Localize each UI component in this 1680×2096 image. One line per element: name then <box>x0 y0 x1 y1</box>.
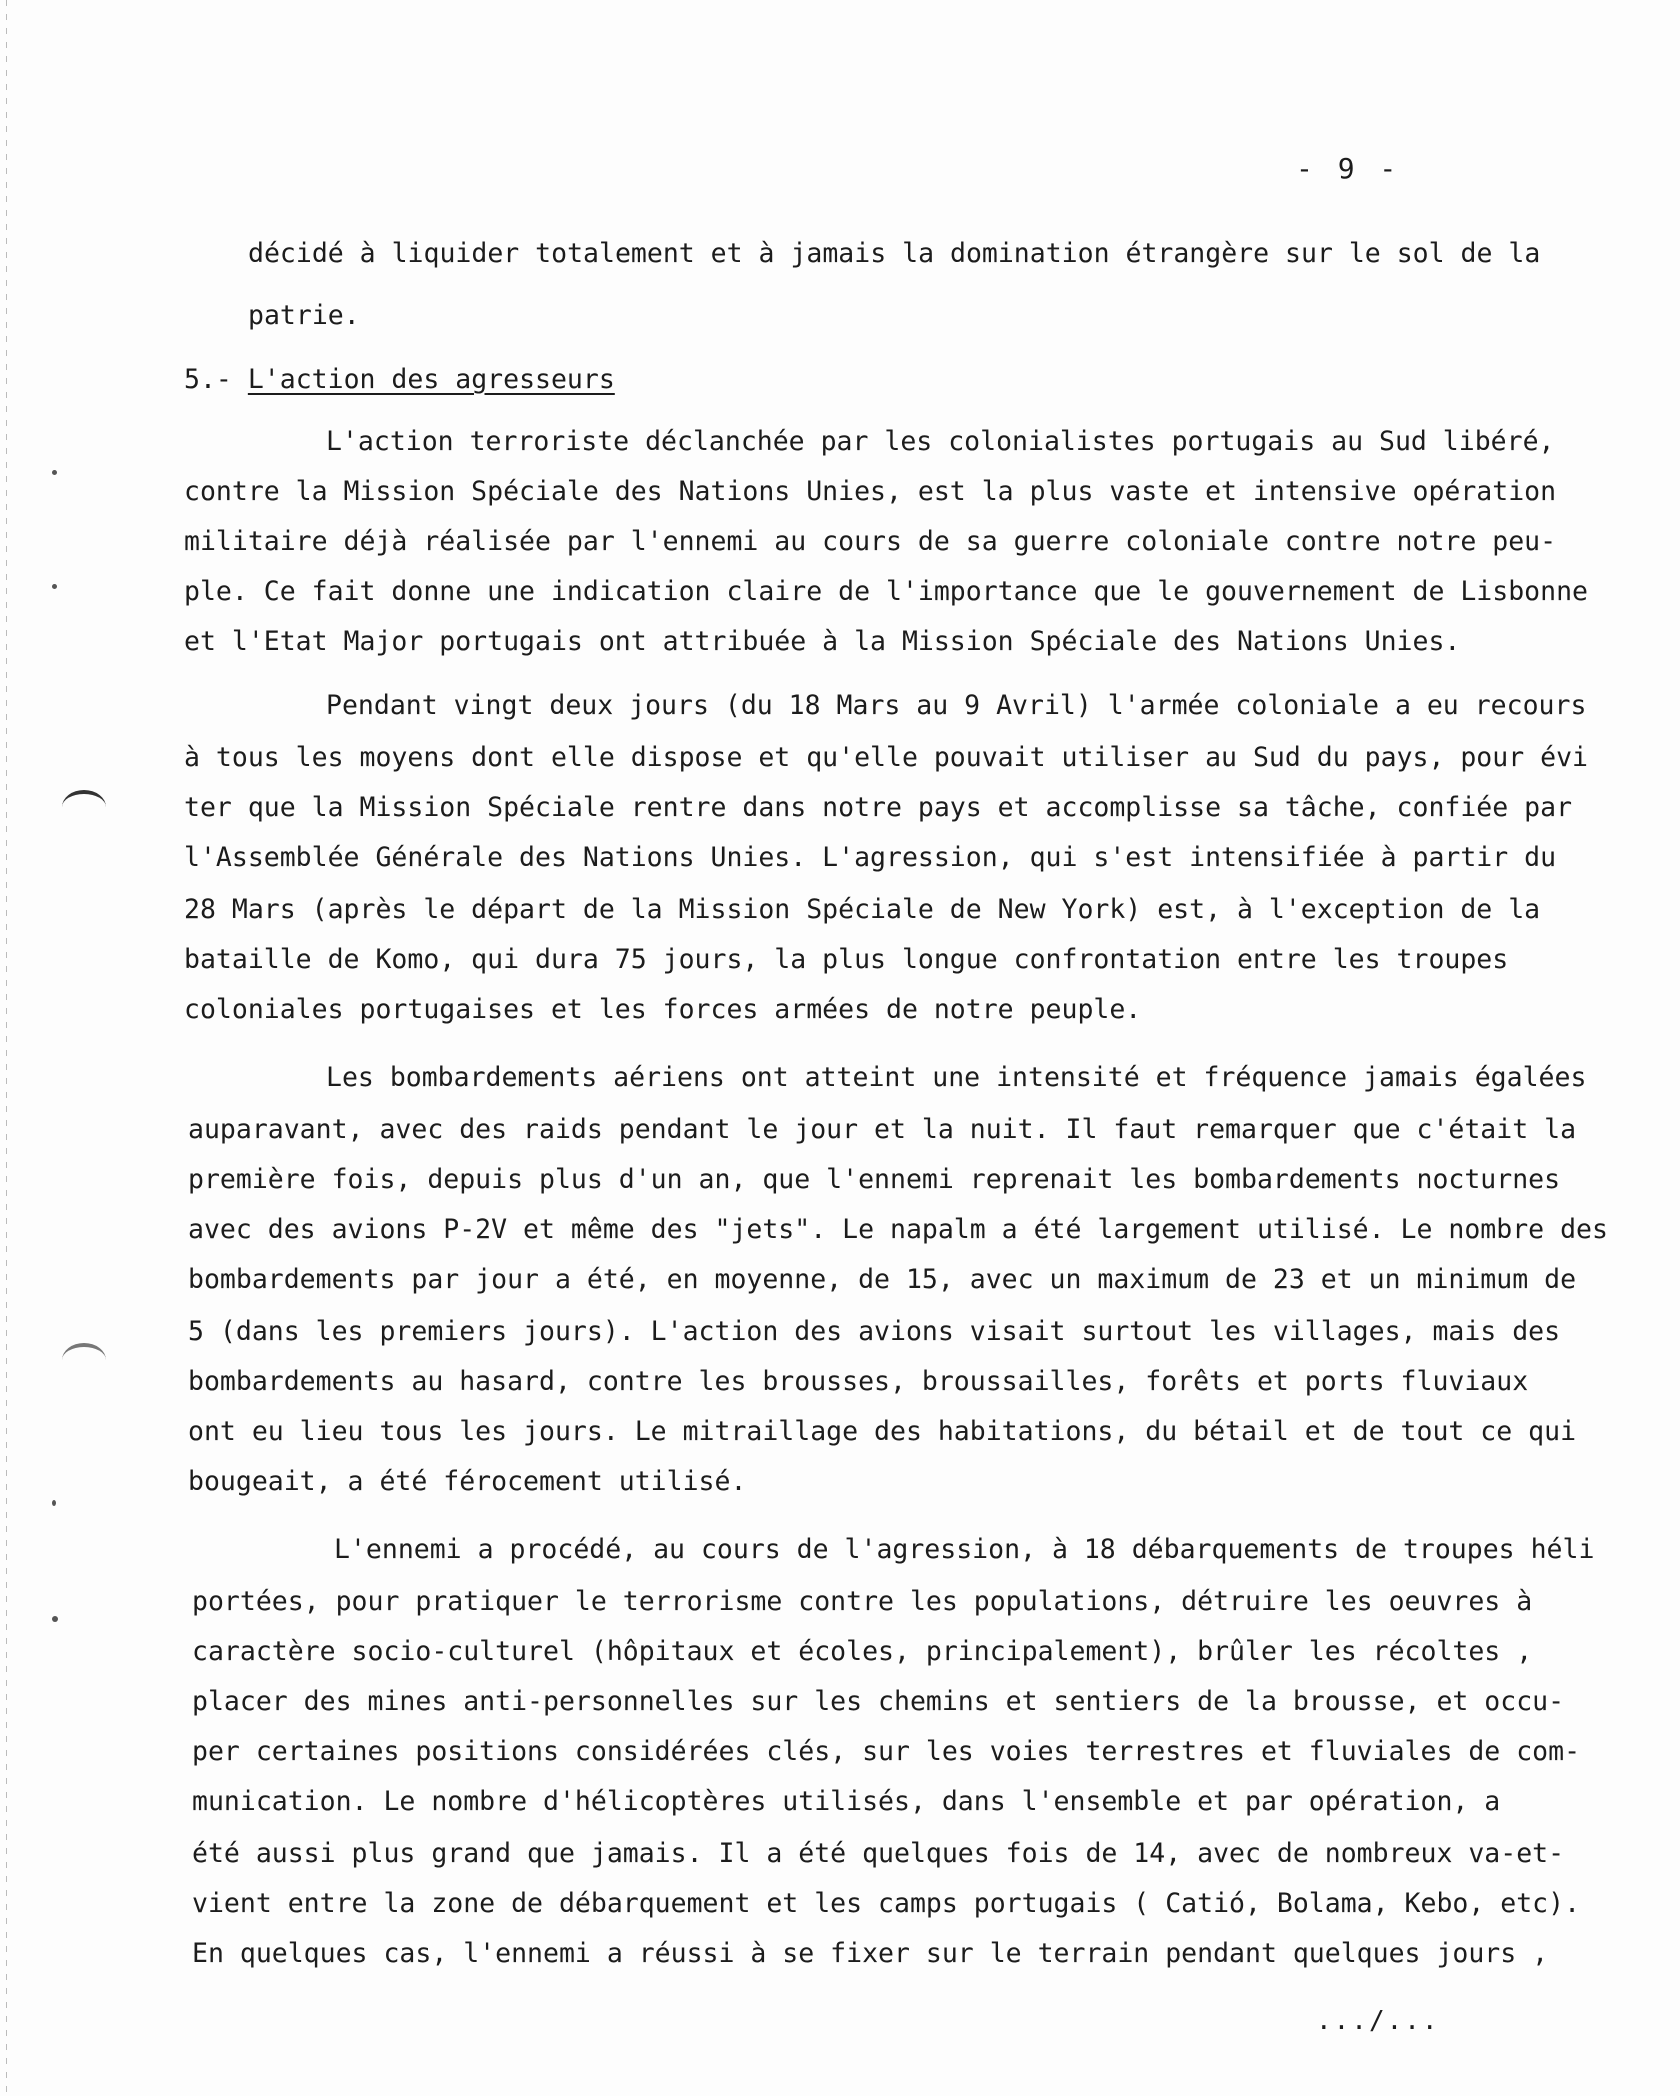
text-line: 28 Mars (après le départ de la Mission Spéciale de New York) est, à l'exception de la <box>184 894 1541 925</box>
text-line: ter que la Mission Spéciale rentre dans notre pays et accomplisse sa tâche, confiée par <box>184 792 1573 823</box>
text-line: placer des mines anti-personnelles sur les chemins et sentiers de la brousse, et occu- <box>192 1686 1565 1717</box>
hole-punch-mark <box>62 790 106 824</box>
text-line: contre la Mission Spéciale des Nations Unies, est la plus vaste et intensive opération <box>184 476 1557 507</box>
text-line: vient entre la zone de débarquement et les camps portugais ( Catió, Bolama, Kebo, etc). <box>192 1888 1581 1919</box>
text-line: à tous les moyens dont elle dispose et qu'elle pouvait utiliser au Sud du pays, pour évi <box>184 742 1588 773</box>
text-line: été aussi plus grand que jamais. Il a été quelques fois de 14, avec de nombreux va-et- <box>192 1838 1565 1869</box>
text-line: et l'Etat Major portugais ont attribuée à la Mission Spéciale des Nations Unies. <box>184 626 1461 657</box>
scan-edge <box>6 0 7 2096</box>
text-line: ont eu lieu tous les jours. Le mitraillage des habitations, du bétail et de tout ce qui <box>188 1416 1577 1447</box>
section-heading <box>184 364 615 396</box>
text-line: bombardements au hasard, contre les brousses, broussailles, forêts et ports fluviaux <box>188 1366 1529 1397</box>
text-line: bougeait, a été férocement utilisé. <box>188 1466 747 1497</box>
text-line: En quelques cas, l'ennemi a réussi à se fixer sur le terrain pendant quelques jours , <box>192 1938 1549 1969</box>
section-number: 5.- <box>184 364 232 395</box>
scan-speck <box>52 1616 58 1622</box>
section-title: L'action des agresseurs <box>247 364 615 395</box>
hole-punch-mark <box>62 1343 106 1377</box>
text-line: bombardements par jour a été, en moyenne, de 15, avec un maximum de 23 et un minimum de <box>188 1264 1577 1295</box>
scan-speck <box>52 584 57 589</box>
text-line: auparavant, avec des raids pendant le jour et la nuit. Il faut remarquer que c'était la <box>188 1114 1577 1145</box>
scan-speck <box>52 1500 56 1506</box>
text-line: militaire déjà réalisée par l'ennemi au cours de sa guerre coloniale contre notre peu- <box>184 526 1557 557</box>
text-line: décidé à liquider totalement et à jamais la domination étrangère sur le sol de la <box>248 238 1541 269</box>
text-line: per certaines positions considérées clés, sur les voies terrestres et fluviales de com- <box>192 1736 1581 1767</box>
text-line: patrie. <box>248 300 360 331</box>
text-line: L'action terroriste déclanchée par les colonialistes portugais au Sud libéré, <box>326 426 1555 457</box>
page-number: - 9 - <box>1296 152 1401 185</box>
scan-speck <box>52 470 57 475</box>
text-line: Pendant vingt deux jours (du 18 Mars au 9 Avril) l'armée coloniale a eu recours <box>326 690 1587 721</box>
text-line: ple. Ce fait donne une indication claire de l'importance que le gouvernement de Lisbonne <box>184 576 1588 607</box>
text-line: 5 (dans les premiers jours). L'action des avions visait surtout les villages, mais des <box>188 1316 1561 1347</box>
text-line: Les bombardements aériens ont atteint une intensité et fréquence jamais égalées <box>326 1062 1587 1093</box>
text-line: avec des avions P-2V et même des "jets". Le napalm a été largement utilisé. Le nombre des <box>188 1214 1608 1245</box>
text-line: l'Assemblée Générale des Nations Unies. L'agression, qui s'est intensifiée à partir du <box>184 842 1557 873</box>
text-line: coloniales portugaises et les forces armées de notre peuple. <box>184 994 1142 1025</box>
text-line: caractère socio-culturel (hôpitaux et écoles, principalement), brûler les récoltes , <box>192 1636 1533 1667</box>
text-line: portées, pour pratiquer le terrorisme contre les populations, détruire les oeuvres à <box>192 1586 1533 1617</box>
text-line: première fois, depuis plus d'un an, que l'ennemi reprenait les bombardements nocturnes <box>188 1164 1561 1195</box>
continuation-mark: .../... <box>1316 2006 1440 2036</box>
text-line: bataille de Komo, qui dura 75 jours, la plus longue confrontation entre les troupes <box>184 944 1509 975</box>
text-line: munication. Le nombre d'hélicoptères utilisés, dans l'ensemble et par opération, a <box>192 1786 1501 1817</box>
text-line: L'ennemi a procédé, au cours de l'agression, à 18 débarquements de troupes héli <box>334 1534 1595 1565</box>
